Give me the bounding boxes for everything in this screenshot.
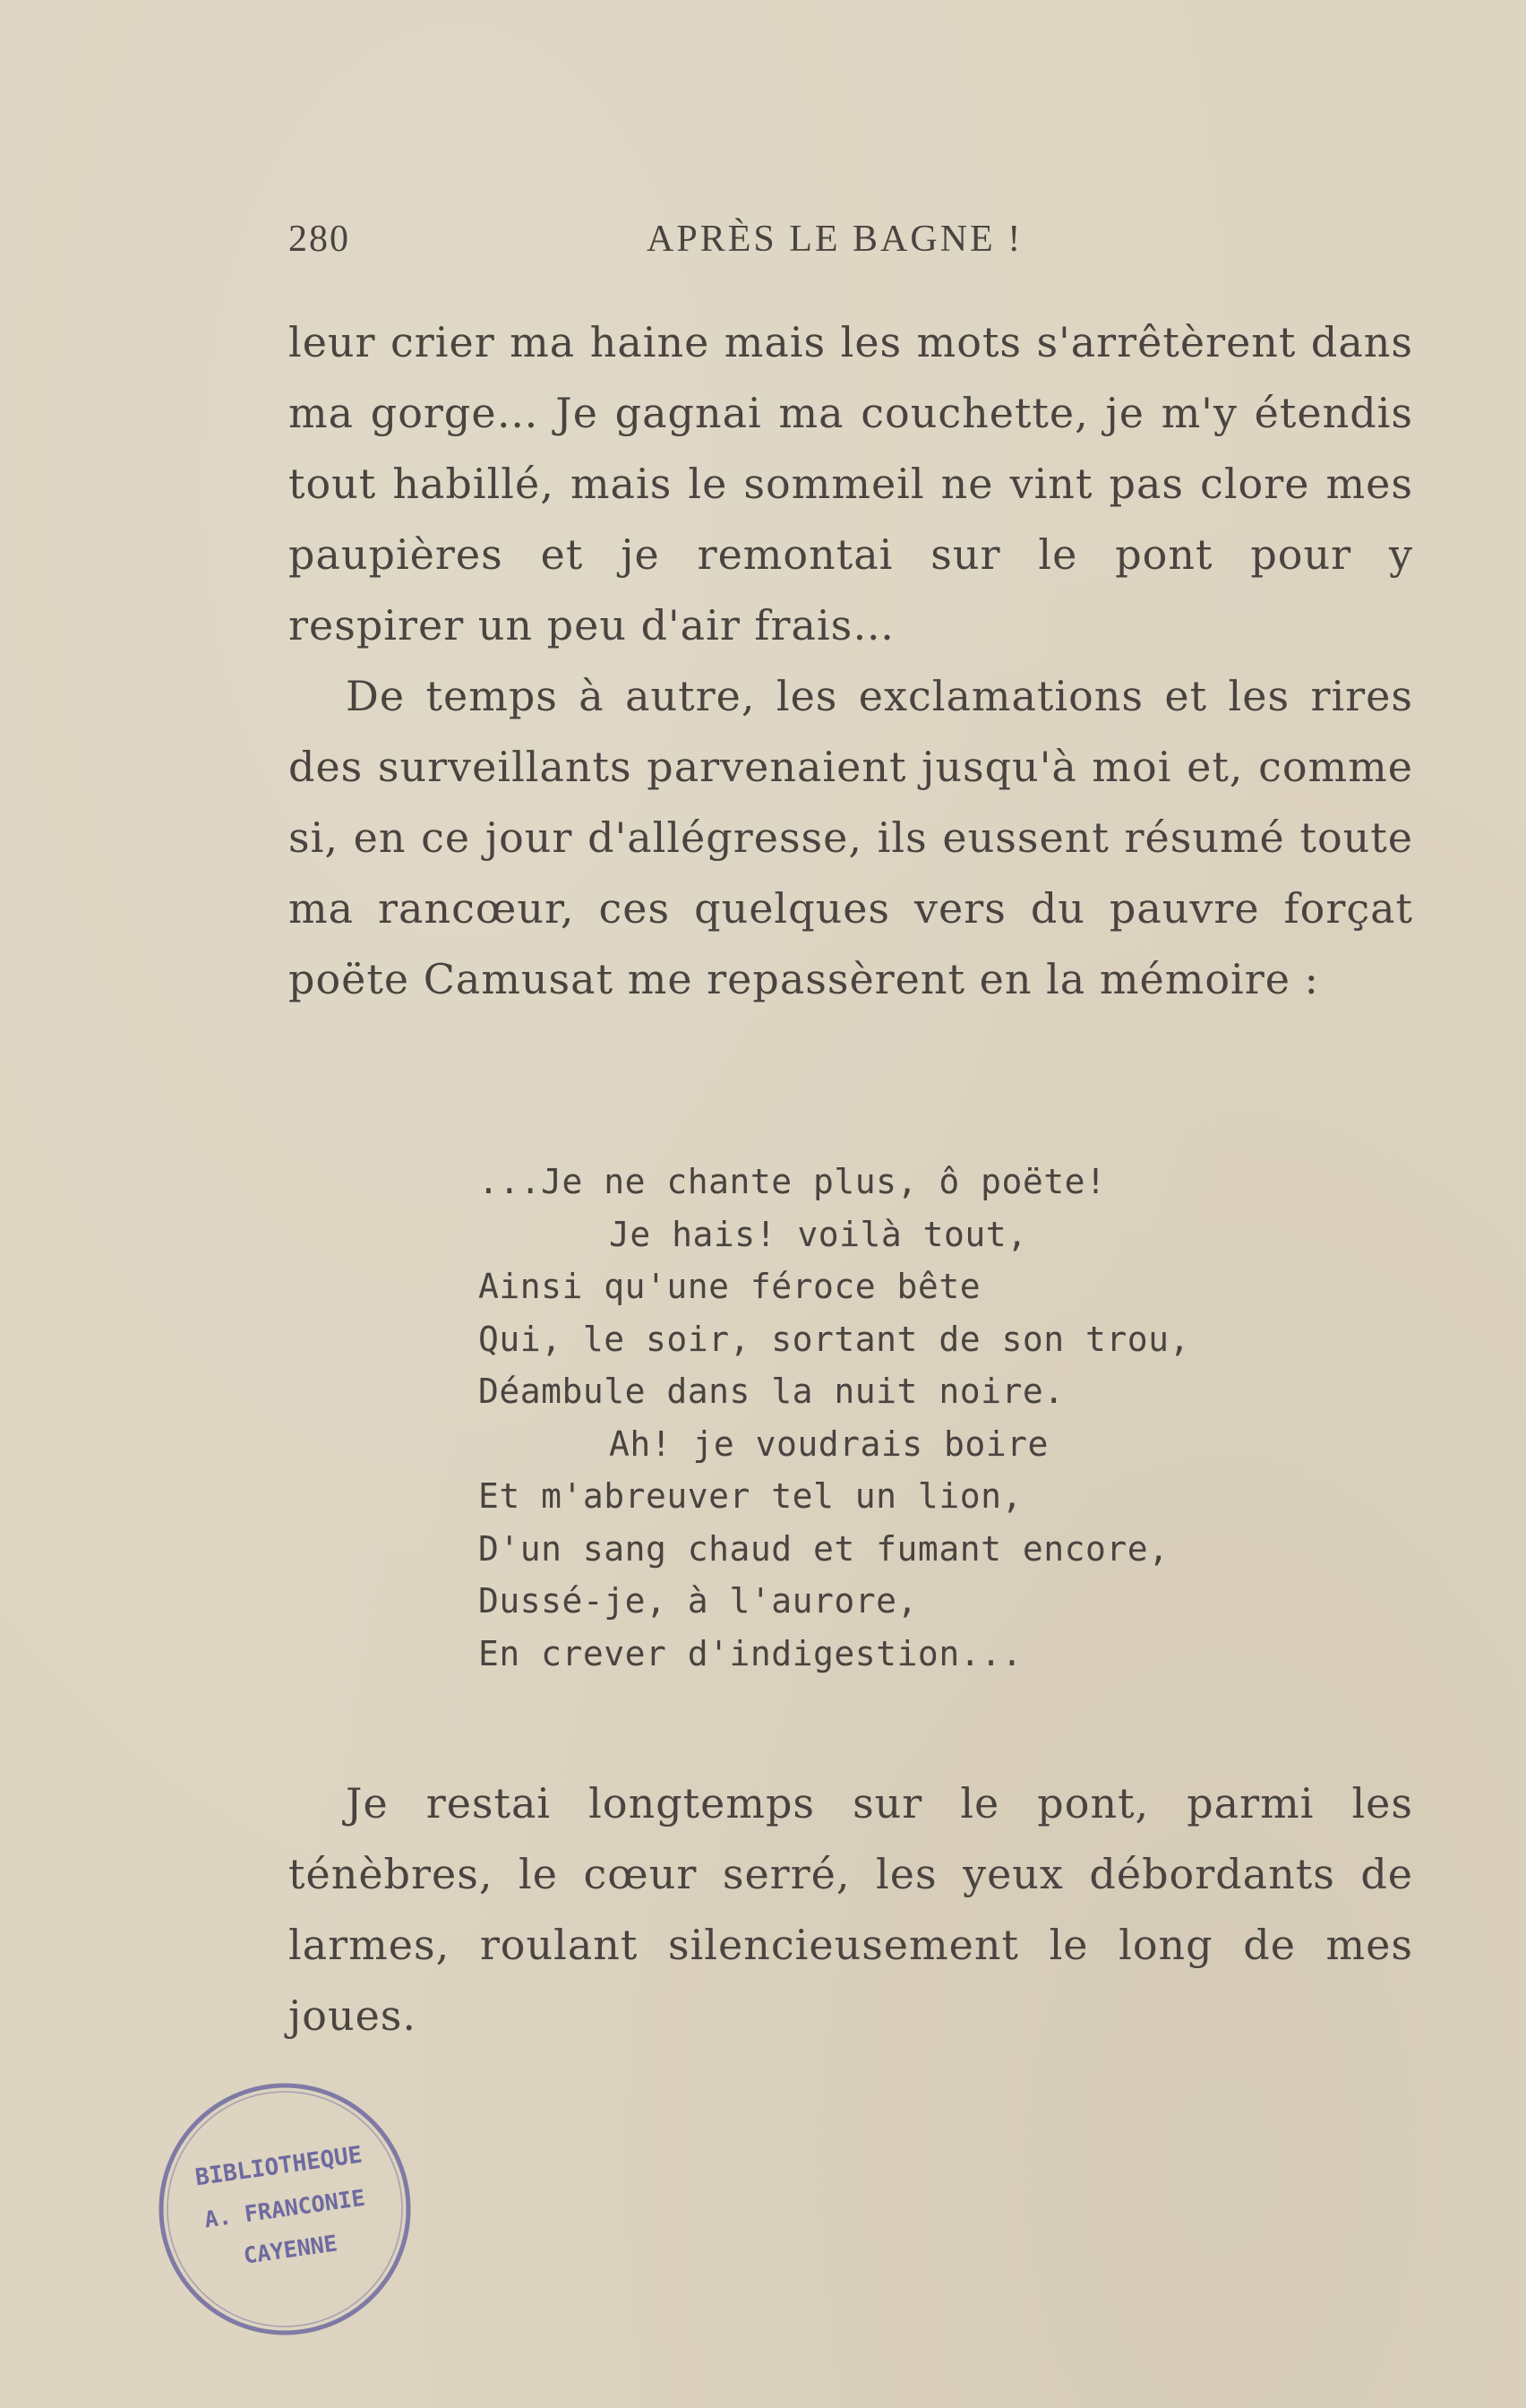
page-number: 280 <box>288 219 350 260</box>
page-header <box>288 218 1415 271</box>
library-stamp <box>150 2075 419 2344</box>
poem-line: Déambule dans la nuit noire. <box>478 1372 1065 1411</box>
poem-verse <box>478 1156 1284 1680</box>
poem-line: En crever d'indigestion... <box>478 1633 1023 1673</box>
poem-line: Ainsi qu'une féroce bête <box>478 1267 982 1306</box>
running-title: APRÈS LE BAGNE ! <box>647 219 1024 260</box>
stamp-line-1: BIBLIOTHEQUE <box>193 2141 364 2192</box>
paragraph-3: Je restai longtemps sur le pont, parmi les ténèbres, le cœur serré, les yeux débordants de larmes, roulant silencieusement le long de mes joues. <box>288 1779 1413 2040</box>
paragraph-1: leur crier ma haine mais les mots s'arrêtèrent dans ma gorge… Je gagnai ma couchette, je m'y étendis tout habillé, mais le sommeil ne vint pas clore mes paupières et je remontai sur le pont pour y respirer un peu d'air frais… <box>288 318 1413 649</box>
poem-line: Et m'abreuver tel un lion, <box>478 1476 1023 1516</box>
poem-line: Qui, le soir, sortant de son trou, <box>478 1319 1190 1359</box>
poem-line: Dussé-je, à l'aurore, <box>478 1581 918 1621</box>
poem-line: ...Je ne chante plus, ô poëte! <box>478 1162 1107 1201</box>
poem-line: Ah! je voudrais boire <box>609 1423 1049 1464</box>
stamp-line-2: A. FRANCONIE <box>202 2184 367 2233</box>
stamp-graphic <box>150 2075 419 2344</box>
stamp-line-3: CAYENNE <box>242 2230 339 2269</box>
paragraph-2: De temps à autre, les exclamations et les rires des surveillants parvenaient jusqu'à moi et, comme si, en ce jour d'allégresse, ils eussent résumé toute ma rancœur, ces quelques vers du pauvre forçat poëte Camusat me repassèrent en la mémoire : <box>288 672 1413 1003</box>
poem-line: D'un sang chaud et fumant encore, <box>478 1528 1170 1569</box>
poem-line: Je hais! voilà tout, <box>609 1214 1028 1254</box>
